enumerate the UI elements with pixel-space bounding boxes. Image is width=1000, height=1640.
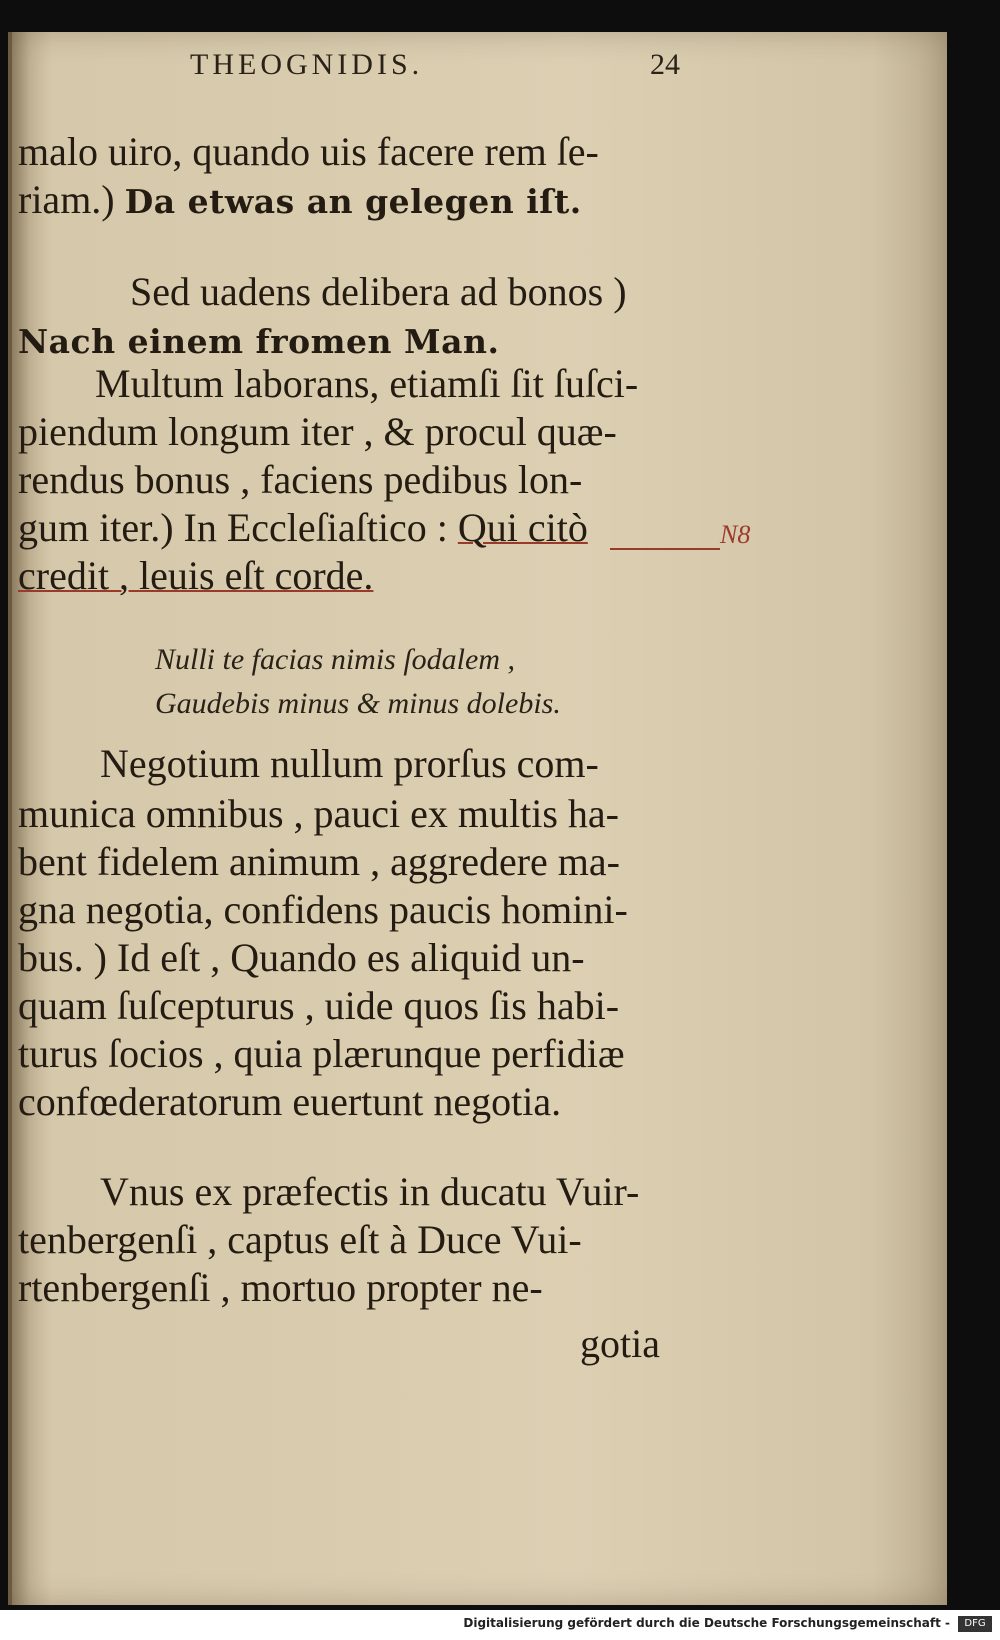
text-line: Vnus ex præfectis in ducatu Vuir- <box>100 1169 640 1214</box>
catchword: gotia <box>580 1321 660 1366</box>
text-line: quam ſuſcepturus , uide quos ſis habi- <box>18 983 620 1028</box>
text-line <box>18 176 698 224</box>
text-line: piendum longum iter , & procul quæ- <box>18 409 617 454</box>
text-span: gum iter.) In Eccleſiaſtico : <box>18 505 458 550</box>
running-header <box>190 48 710 88</box>
verse-line: Nulli te facias nimis ſodalem , <box>155 643 515 676</box>
german-gloss: Da etwas an gelegen iſt. <box>124 182 582 221</box>
dfg-logo: DFG <box>958 1616 992 1632</box>
underlined-phrase: Qui citò <box>457 505 588 550</box>
text-span: riam.) <box>18 177 125 222</box>
german-gloss: Nach einem fromen Man. <box>18 322 500 361</box>
text-line: Multum laborans, etiamſi ſit ſuſci- <box>95 361 639 406</box>
text-line: rtenbergenſi , mortuo propter ne- <box>18 1265 543 1310</box>
text-line: bus. ) Id eſt , Quando es aliquid un- <box>18 935 585 980</box>
funding-credit: Digitalisierung gefördert durch die Deutsche Forschungsgemeinschaft - <box>463 1616 950 1630</box>
text-line: munica omnibus , pauci ex multis ha- <box>18 791 619 836</box>
text-line <box>18 504 698 552</box>
text-line: turus ſocios , quia plærunque perfidiæ <box>18 1031 625 1076</box>
text-line: Negotium nullum prorſus com- <box>100 741 599 786</box>
text-line <box>18 316 698 364</box>
text-line: tenbergenſi , captus eſt à Duce Vui- <box>18 1217 582 1262</box>
text-line: credit , leuis eſt corde. <box>18 553 374 598</box>
verse-line: Gaudebis minus & minus dolebis. <box>155 687 561 720</box>
text-line: bent fidelem animum , aggredere ma- <box>18 839 620 884</box>
running-title: THEOGNIDIS. <box>190 48 424 81</box>
text-line: gna negotia, confidens paucis homini- <box>18 887 628 932</box>
red-annotation-stroke <box>610 548 720 550</box>
text-line: rendus bonus , faciens pedibus lon- <box>18 457 583 502</box>
text-line: Sed uadens delibera ad bonos ) <box>130 269 627 314</box>
footer-bar <box>0 1610 1000 1640</box>
text-line: confœderatorum euertunt negotia. <box>18 1079 562 1124</box>
page-number: 24 <box>650 48 680 81</box>
text-line: malo uiro, quando uis facere rem ſe- <box>18 129 599 174</box>
margin-annotation: N8 <box>720 520 751 549</box>
